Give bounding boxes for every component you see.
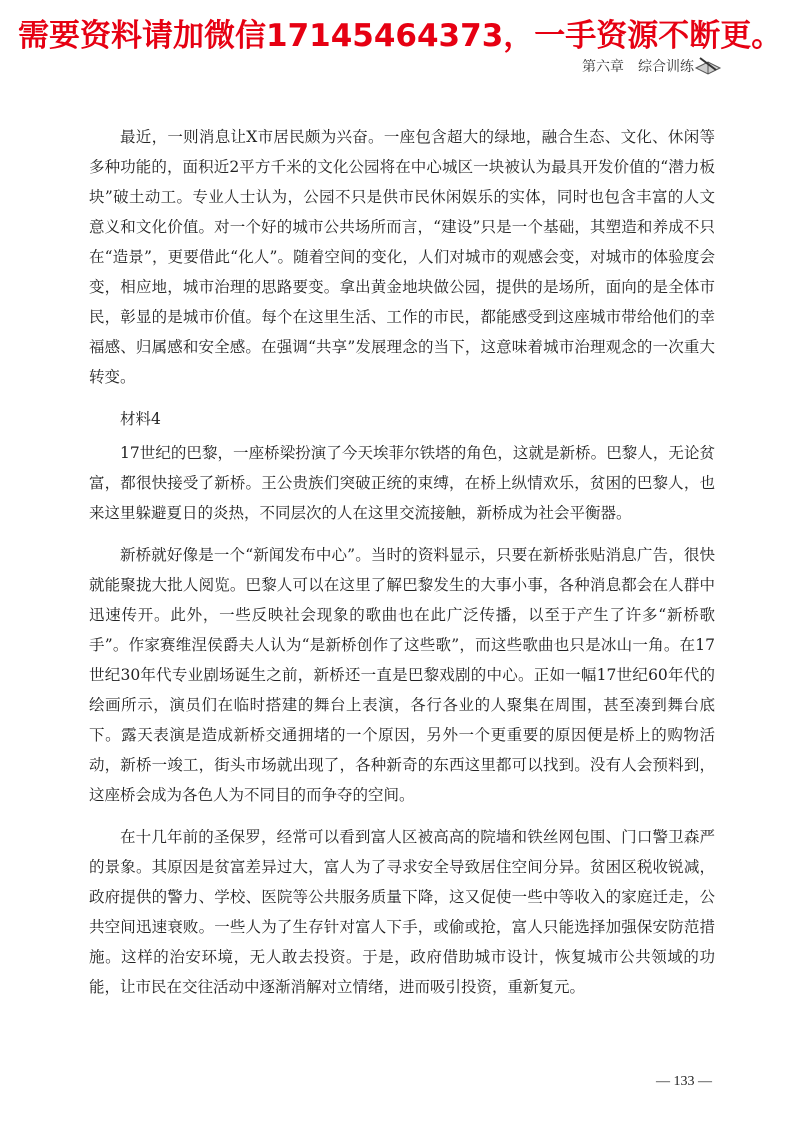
article-body [89,122,715,1014]
page-number: — 133 — [656,1074,712,1089]
watermark-banner: 需要资料请加微信17145464373，一手资源不断更。 [18,18,783,54]
section-heading: 材料4 [120,410,161,428]
paragraph: 最近，一则消息让X市居民颇为兴奋。一座包含超大的绿地，融合生态、文化、休闲等多种功能的，面积近2平方千米的文化公园将在中心城区一块被认为最具开发价值的“潜力板块”破土动工。专业人士认为，公园不只是供市民休闲娱乐的实体，同时也包含丰富的人文意义和文化价值。对一个好的城市公共场所而言，“建设”只是一个基础，其塑造和养成不只在“造景”，更要借此“化人”。随着空间的变化，人们对城市的观感会变，对城市的体验度会变，相应地，城市治理的思路要变。拿出黄金地块做公园，提供的是场所，面向的是全体市民，彰显的是城市价值。每个在这里生活、工作的市民，都能感受到这座城市带给他们的幸福感、归属感和安全感。在强调“共享”发展理念的当下，这意味着城市治理观念的一次重大转变。 [89,128,715,386]
chapter-header: 第六章 综合训练 [582,59,694,75]
book-pen-icon [694,52,722,76]
paragraph: 在十几年前的圣保罗，经常可以看到富人区被高高的院墙和铁丝网包围、门口警卫森严的景象。其原因是贫富差异过大，富人为了寻求安全导致居住空间分异。贫困区税收锐减，政府提供的警力、学校、医院等公共服务质量下降，这又促使一些中等收入的家庭迁走，公共空间迅速衰败。一些人为了生存针对富人下手，或偷或抢，富人只能选择加强保安防范措施。这样的治安环境，无人敢去投资。于是，政府借助城市设计，恢复城市公共领域的功能，让市民在交往活动中逐渐消解对立情绪，进而吸引投资，重新复元。 [89,828,715,996]
paragraph: 17世纪的巴黎，一座桥梁扮演了今天埃菲尔铁塔的角色，这就是新桥。巴黎人，无论贫富，都很快接受了新桥。王公贵族们突破正统的束缚，在桥上纵情欢乐，贫困的巴黎人，也来这里躲避夏日的炎热，不同层次的人在这里交流接触，新桥成为社会平衡器。 [89,444,715,522]
paragraph: 新桥就好像是一个“新闻发布中心”。当时的资料显示，只要在新桥张贴消息广告，很快就能聚拢大批人阅览。巴黎人可以在这里了解巴黎发生的大事小事，各种消息都会在人群中迅速传开。此外，一些反映社会现象的歌曲也在此广泛传播，以至于产生了许多“新桥歌手”。作家赛维涅侯爵夫人认为“是新桥创作了这些歌”，而这些歌曲也只是冰山一角。在17世纪30年代专业剧场诞生之前，新桥还一直是巴黎戏剧的中心。正如一幅17世纪60年代的绘画所示，演员们在临时搭建的舞台上表演，各行各业的人聚集在周围，甚至凑到舞台底下。露天表演是造成新桥交通拥堵的一个原因，另外一个更重要的原因便是桥上的购物活动，新桥一竣工，街头市场就出现了，各种新奇的东西这里都可以找到。没有人会预料到，这座桥会成为各色人为不同目的而争夺的空间。 [89,546,715,804]
